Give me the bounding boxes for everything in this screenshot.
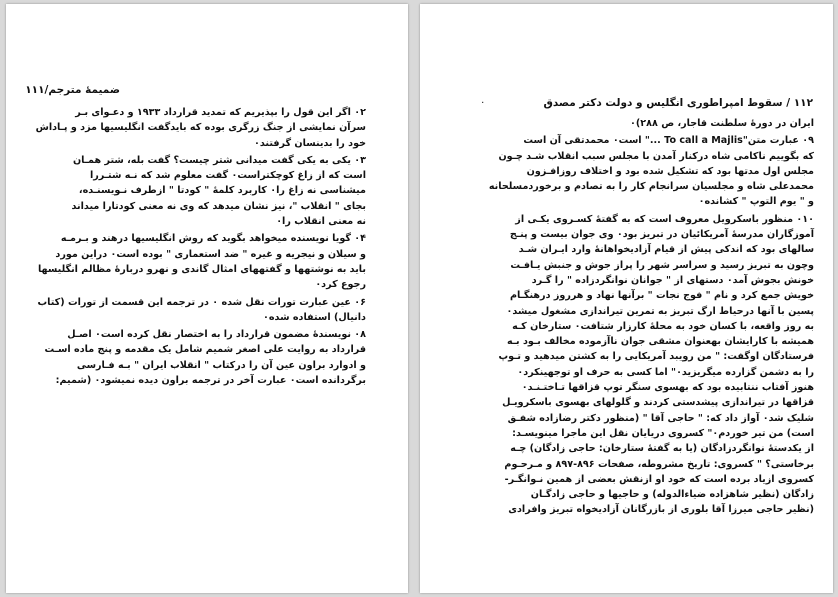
text-line: ایران در دورهٔ سلطنت قاجار، ص ۲۸۸)۰	[630, 118, 814, 129]
text-line: محمدعلی شاه و مجلسیان سرانجام کار را به تصادم و برخوردمسلحانه	[488, 181, 814, 193]
text-line: و سیلان و نیجریه و غیره " ضد استعماری " بوده است۰ دراین مورد	[55, 248, 366, 260]
text-line: وچون به تبریز رسید و سراسر شهر را پراز جوش و جنبش یـافـت	[510, 259, 814, 271]
text-line: و ادوارد براون عین آن را درکتاب " انقلاب ایران " بـه فـارسی	[76, 359, 366, 371]
text-line: سرآن نمایشی از جنگ زرگری بوده که بایدگفت انگلیسیها مزد و پـاداش	[35, 122, 366, 134]
text-line: ۰۶ عین عبارت تورات نقل شده ۰ در ترجمه این قسمت از تورات (کتاب	[37, 296, 366, 308]
text-line: ۰۳ یکی به یکی گفت میدانی شتر چیست؟ گفت بله، شتر همـان	[72, 154, 366, 166]
text-line: خونش بجوش آمد۰ دستهای از " جوانان نوانگردزاده " را گـرد	[531, 274, 814, 286]
text-line: خود را بدینسان گرفتند۰	[254, 137, 366, 149]
paragraph	[37, 295, 366, 326]
text-line: خویش جمع کرد و نام " فوج نجات " برآنها نهاد و هرروز درهنگـام	[509, 290, 814, 302]
paragraph	[35, 105, 366, 151]
text-line: رجوع کرد۰	[315, 279, 366, 291]
text-line: و " یوم التوپ " کشانده۰	[698, 196, 814, 208]
paragraph	[488, 133, 814, 209]
text-line: نه معنی انقلاب را۰	[276, 216, 366, 228]
text-line: ۰۴ گویا نویسنده میخواهد بگوید که روش انگلیسیها درهند و بـرمـه	[60, 233, 366, 245]
text-line: برگردانده است۰ عبارت آخر در ترجمه براون دیده نمیشود۰ (شمیم:	[55, 375, 366, 387]
page-header-left: ضمیمهٔ مترجم/۱۱۱	[25, 84, 120, 96]
text-line: پسین با آنها درحیاط ارگ تبریز به تمرین تیراندازی مشغول میشد۰	[506, 305, 814, 317]
text-line: ۰۸ نویسندهٔ مضمون قرارداد را به اختصار نقل کرده است۰ اصـل	[67, 329, 366, 341]
text-line: هنوز آفتاب ننتابیده بود که بهسوی سنگر توپ قزاقها تـاختـنـد۰	[521, 382, 814, 394]
text-line: از یکدستهٔ نوانگردزادگان (یا به گفتهٔ ستارخان: حاجی زادگان) چـه	[510, 443, 814, 455]
page-mark: ٠	[480, 97, 486, 108]
text-line: است که از زاغ کوچکتراست۰ گفت معلوم شد که نـه شتـررا	[89, 170, 366, 182]
text-line: مجلس اول مدتها بود که تشکیل شده بود و اختلاف روزافـزون	[526, 165, 814, 177]
paragraph	[37, 231, 366, 292]
text-line: است) من تیر خوردم۰" کسروی دریایان نقل این ماجرا مینویسـد:	[512, 427, 814, 439]
paragraph	[68, 153, 366, 229]
left-page	[6, 4, 408, 593]
paragraph	[44, 327, 366, 388]
text-line: به روز واقعه، با کسان خود به محلهٔ کارزار شتافت۰ ستارخان کـه	[512, 320, 814, 332]
text-line: قزاقها در تیراندازی پیشدستی کردند و گلولهای بهسوی باسکرویـل	[502, 397, 814, 409]
page-header-right: ۱۱۲ / سقوط امپراطوری انگلیس و دولت دکتر مصدق	[543, 97, 813, 109]
text-line: دانیال) استفاده شده۰	[263, 311, 366, 323]
text-line: بجای " انقلاب "، نیز نشان میدهد که وی نه معنی کودتارا میداند	[71, 200, 366, 212]
text-line: میشناسی نه زاغ را۰ کاربرد کلمهٔ " کودتا " ازطرف نـویسنـده،	[78, 185, 366, 197]
text-line: فرستادگان اوگفت: " من رویبد آمریکایی را به کشتن میدهید و تـوپ	[498, 351, 814, 363]
text-line: را به دشمن گزارده میگریزید۰" اما کسی به حرف او توجهینکرد۰	[517, 366, 814, 378]
text-line: باید به نوشتهها و گفتههای امثال گاندی و نهرو دربارهٔ مظالم انگلیسها	[37, 263, 366, 275]
paragraph	[496, 212, 814, 518]
text-line: برخاستی؟ " کسروی: تاریخ مشروطه، صفحات ۸۹۶-۸۹۷ و مـرحـوم	[504, 458, 814, 470]
text-line: ۰۲ اگر این قول را بپذیریم که تمدید قرارداد ۱۹۳۳ و دعـوای بـر	[75, 107, 366, 118]
right-page	[420, 4, 833, 593]
text-line: آموزگاران مدرسهٔ آمریکائیان در تبریز بود۰ وی جوان بیست و پنـج	[509, 229, 814, 241]
text-line: که بگوییم ناکامی شاه درکنار آمدن با مجلس سبب انقلاب شـد چـون	[498, 150, 814, 162]
right-page-body	[488, 116, 814, 520]
text-line: همیشه با کارایشان بهعنوان مشقی جوان ناآزموده مخالف بـود بـه	[506, 336, 814, 348]
text-line: زادگان (نظیر شاهزاده ضیاءالدوله) و حاجیها و حاجی زادگـان	[530, 489, 814, 501]
text-line: ۰۱۰ منظور باسکرویل معروف است که به گفتهٔ کسـروی یکـی از	[515, 213, 814, 225]
text-line: ۰۹ عبارت متن"To call a Majlis ..." است۰ محمدتقی آن است	[523, 135, 814, 147]
text-line: (نظیر حاجی میرزا آقا بلوری از بازرگانان آزادیخواه تبریز وافرادی	[508, 504, 814, 516]
text-line: شلیک شد۰ آواز داد که: " حاجی آقا " (منظور دکتر رضازاده شفـق	[507, 412, 814, 424]
left-page-body	[35, 105, 366, 390]
text-line: قرارداد به روایت علی اصغر شمیم شامل یک مقدمه و پنج ماده اسـت	[44, 344, 366, 356]
text-line: سالهای بود که اندکی پیش از قیام آزادیخواهانهٔ وارد ایـران شـد	[518, 244, 814, 256]
paragraph	[496, 116, 814, 131]
text-line: کسروی ازیاد برده است که خود او ازنقش بعضی از همین نـوانگـر-	[504, 473, 814, 485]
